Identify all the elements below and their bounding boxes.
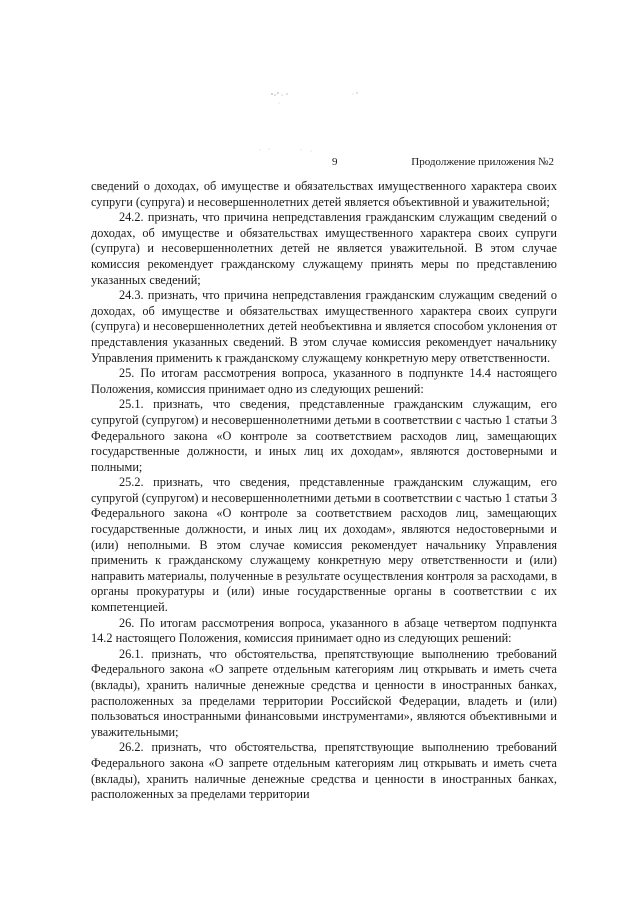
appendix-title: Продолжение приложения №2	[411, 156, 554, 168]
paragraph: 24.2. признать, что причина непредставления гражданским служащим сведений о доходах, об имуществе и обязательствах имущественного характера своих супруги (супруга) и несовершеннолетних детей не является уважительной. В этом случае комиссия рекомендует гражданскому служащему принять меры по представлению указанных сведений;	[91, 210, 557, 287]
paragraph: 26.2. признать, что обстоятельства, препятствующие выполнению требований Федерального закона «О запрете отдельным категориям лиц открывать и иметь счета (вклады), хранить наличные денежные средства и ценности в иностранных банках, расположенных за пределами территории	[91, 740, 557, 802]
document-body	[91, 179, 557, 803]
paragraph: 26.1. признать, что обстоятельства, препятствующие выполнению требований Федерального закона «О запрете отдельным категориям лиц открывать и иметь счета (вклады), хранить наличные денежные средства и ценности в иностранных банках, расположенных за пределами территории Российской Федерации, владеть и (или) пользоваться иностранными финансовыми инструментами», являются объективными и уважительными;	[91, 646, 557, 739]
paragraph: 24.3. признать, что причина непредставления гражданским служащим сведений о доходах, об имуществе и обязательствах имущественного характера своих супруги (супруга) и несовершеннолетних детей необъективна и является способом уклонения от представления указанных сведений. В этом случае комиссия рекомендует начальнику Управления применить к гражданскому служащему конкретную меру ответственности.	[91, 288, 557, 365]
paragraph: 25.1. признать, что сведения, представленные гражданским служащим, его супругой (супругом) и несовершеннолетними детьми в соответствии с частью 1 статьи 3 Федерального закона «О контроле за соответствием расходов лиц, замещающих государственные должности, и иных лиц их доходам», являются достоверными и полными;	[91, 397, 557, 474]
scan-artifacts	[0, 0, 640, 160]
paragraph: 26. По итогам рассмотрения вопроса, указанного в абзаце четвертом подпункта 14.2 настоящего Положения, комиссия принимает одно из следующих решений:	[91, 615, 557, 646]
page-number: 9	[332, 156, 338, 168]
page-header	[168, 156, 554, 172]
paragraph: 25. По итогам рассмотрения вопроса, указанного в подпункте 14.4 настоящего Положения, комиссия принимает одно из следующих решений:	[91, 366, 557, 396]
paragraph: 25.2. признать, что сведения, представленные гражданским служащим, его супругой (супругом) и несовершеннолетними детьми в соответствии с частью 1 статьи 3 Федерального закона «О контроле за соответствием расходов лиц, замещающих государственные должности, и иных лиц их доходам», являются недостоверными и (или) неполными. В этом случае комиссия рекомендует начальнику Управления применить к гражданскому служащему конкретную меру ответственности и (или) направить материалы, полученные в результате осуществления контроля за расходами, в органы прокуратуры и (или) иные государственные органы в соответствии с их компетенцией.	[91, 475, 557, 615]
paragraph: сведений о доходах, об имуществе и обязательствах имущественного характера своих супруги (супруга) и несовершеннолетних детей является объективной и уважительной;	[91, 179, 557, 209]
